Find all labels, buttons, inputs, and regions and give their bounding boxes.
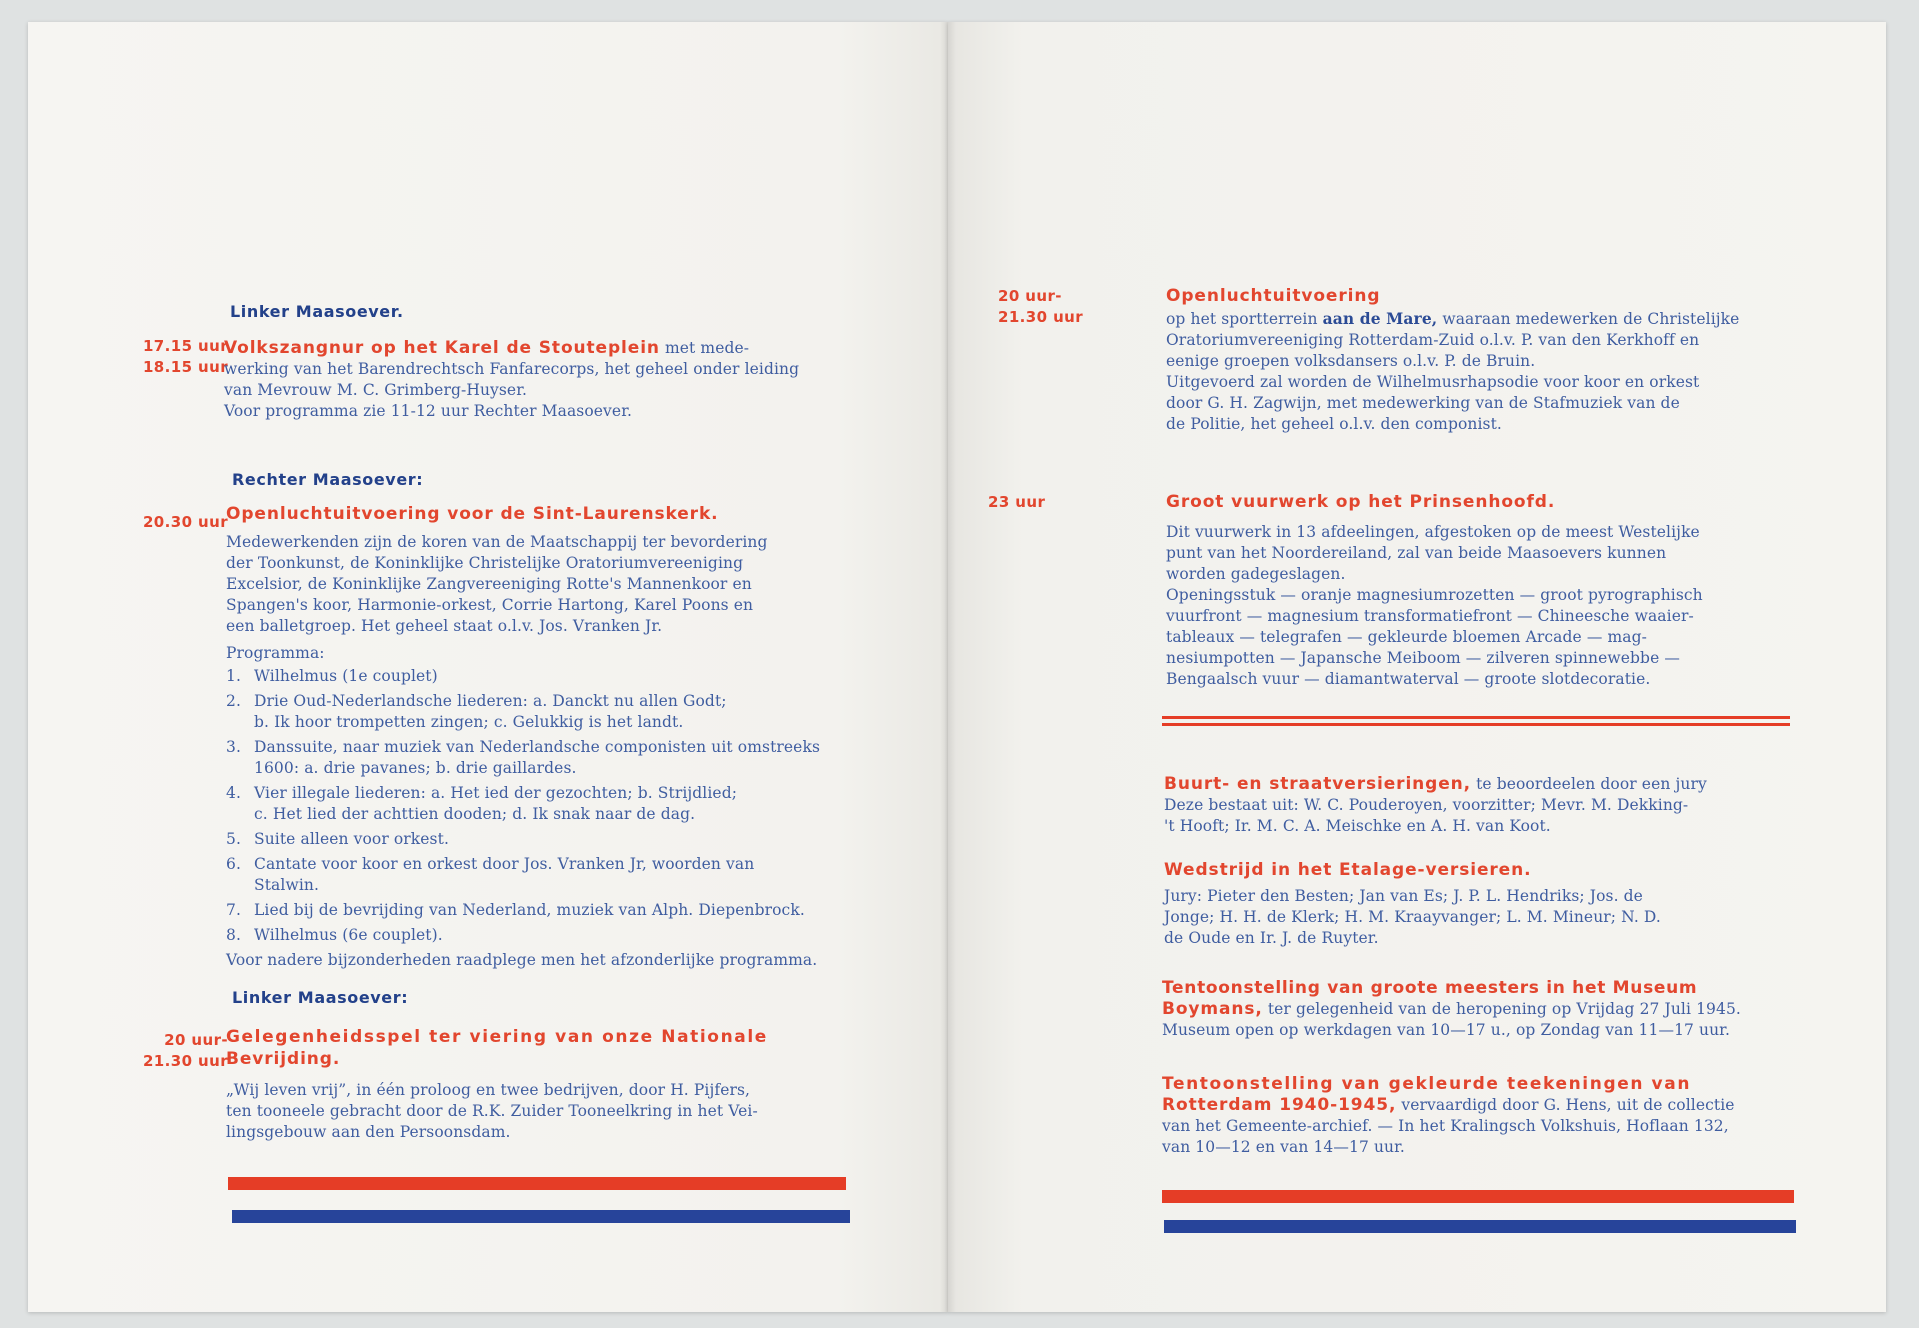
title-gelegenheidsspel-1: Gelegenheidsspel ter viering van onze Nationale	[226, 1027, 768, 1047]
text-line: Bengaalsch vuur — diamantwaterval — groote slotdecoratie.	[1166, 670, 1651, 688]
text-line: Medewerkenden zijn de koren van de Maatschappij ter bevordering	[226, 533, 768, 551]
title-teekeningen-2: Rotterdam 1940-1945,	[1162, 1095, 1397, 1115]
text-line: Excelsior, de Koninklijke Zangvereeniging Rotte's Mannenkoor en	[226, 575, 752, 593]
header-linker-maasoever-2: Linker Maasoever:	[232, 988, 409, 1007]
stripe-blue	[232, 1210, 850, 1223]
section-etalage	[1164, 860, 1844, 949]
time-end: 21.30 uur	[142, 1052, 228, 1070]
list-item: 1. Wilhelmus (1e couplet)	[226, 667, 438, 685]
divider-line-2	[1162, 723, 1790, 726]
text-line: 't Hooft; Ir. M. C. A. Meischke en A. H. van Koot.	[1164, 817, 1551, 835]
title-boymans-1: Tentoonstelling van groote meesters in het Museum	[1162, 978, 1698, 998]
header-linker-maasoever-1: Linker Maasoever.	[230, 302, 404, 321]
title-gelegenheidsspel-2: Bevrijding.	[226, 1049, 341, 1069]
time-start: 17.15 uur	[142, 337, 228, 355]
title-boymans-2: Boymans,	[1162, 999, 1263, 1019]
text-line: worden gadegeslagen.	[1166, 565, 1346, 583]
program-footer: Voor nadere bijzonderheden raadplege men het afzonderlijke programma.	[226, 951, 818, 969]
section-openlucht-laurenskerk	[226, 504, 876, 971]
title-teekeningen-1: Tentoonstelling van gekleurde teekeningen van	[1162, 1074, 1692, 1094]
text-line: van 10—12 en van 14—17 uur.	[1162, 1138, 1405, 1156]
text-line: Voor programma zie 11-12 uur Rechter Maasoever.	[224, 402, 633, 420]
title-suffix: te beoordeelen door een jury	[1471, 775, 1707, 793]
section-boymans	[1162, 978, 1852, 1041]
list-item: 2. Drie Oud-Nederlandsche liederen: a. Danckt nu allen Godt; b. Ik hoor trompetten zingen; c. Gelukkig is het landt.	[226, 692, 727, 731]
section-gelegenheidsspel	[226, 1026, 876, 1143]
section-buurtversieringen	[1164, 774, 1844, 837]
page-fold	[940, 22, 956, 1312]
stripe-blue	[1164, 1220, 1796, 1233]
text-line: vuurfront — magnesium transformatiefront — Chineesche waaier-	[1166, 607, 1694, 625]
program-list	[226, 666, 876, 946]
programma-label: Programma:	[226, 644, 325, 662]
title-buurtversieringen: Buurt- en straatversieringen,	[1164, 774, 1472, 794]
text-line: werking van het Barendrechtsch Fanfarecorps, het geheel onder leiding	[224, 360, 800, 378]
text-line: de Oude en Ir. J. de Ruyter.	[1164, 929, 1379, 947]
section-vuurwerk	[1166, 492, 1846, 690]
text-line: Jury: Pieter den Besten; Jan van Es; J. P. L. Hendriks; Jos. de	[1164, 887, 1643, 905]
text-line: Museum open op werkdagen van 10—17 u., op Zondag van 11—17 uur.	[1162, 1021, 1731, 1039]
text-line: punt van het Noordereiland, zal van beide Maasoevers kunnen	[1166, 544, 1667, 562]
time-23: 23 uur	[988, 493, 1046, 511]
header-rechter-maasoever: Rechter Maasoever:	[232, 470, 424, 489]
list-item: 8. Wilhelmus (6e couplet).	[226, 926, 443, 944]
text-line: de Politie, het geheel o.l.v. den componist.	[1166, 415, 1502, 433]
list-item: 5. Suite alleen voor orkest.	[226, 830, 449, 848]
text-line: een balletgroep. Het geheel staat o.l.v. Jos. Vranken Jr.	[226, 617, 663, 635]
right-page	[948, 22, 1886, 1312]
text-line: ten tooneele gebracht door de R.K. Zuider Tooneelkring in het Vei-	[226, 1102, 758, 1120]
list-item: 7. Lied bij de bevrijding van Nederland, muziek van Alph. Diepenbrock.	[226, 901, 805, 919]
time-start: 20 uur-	[998, 287, 1062, 305]
time-20-21-30	[88, 1030, 228, 1072]
text-line: nesiumpotten — Japansche Meiboom — zilveren spinnewebbe —	[1166, 649, 1680, 667]
list-item: 3. Danssuite, naar muziek van Nederlandsche componisten uit omstreeks 1600: a. drie pavanes; b. drie gaillardes.	[226, 738, 820, 777]
stripe-red	[228, 1177, 846, 1190]
text-line: Oratoriumvereeniging Rotterdam-Zuid o.l.v. P. van den Kerkhoff en	[1166, 331, 1700, 349]
title-suffix: met mede-	[659, 339, 750, 357]
list-item: 4. Vier illegale liederen: a. Het ied der gezochten; b. Strijdlied; c. Het lied der achttien dooden; d. Ik snak naar de dag.	[226, 784, 738, 823]
list-item: 6. Cantate voor koor en orkest door Jos. Vranken Jr, woorden van Stalwin.	[226, 855, 755, 894]
stripe-red	[1162, 1190, 1794, 1203]
text-line: van Mevrouw M. C. Grimberg-Huyser.	[224, 381, 528, 399]
title-volkszangnur: Volkszangnur op het Karel de Stouteplein	[224, 338, 660, 358]
time-17-15	[88, 336, 228, 378]
text-line: tableaux — telegrafen — gekleurde bloemen Arcade — mag-	[1166, 628, 1647, 646]
left-page	[28, 22, 948, 1312]
text-line: Jonge; H. H. de Klerk; H. M. Kraayvanger; L. M. Mineur; N. D.	[1164, 908, 1661, 926]
text-line: door G. H. Zagwijn, met medewerking van de Stafmuziek van de	[1166, 394, 1680, 412]
title-suffix: vervaardigd door G. Hens, uit de collectie	[1396, 1096, 1735, 1114]
title-openlucht-mare: Openluchtuitvoering	[1166, 286, 1381, 306]
text-line: „Wij leven vrij”, in één proloog en twee bedrijven, door H. Pijfers,	[226, 1081, 751, 1099]
title-suffix: ter gelegenheid van de heropening op Vrijdag 27 Juli 1945.	[1262, 1000, 1741, 1018]
text-line: Spangen's koor, Harmonie-orkest, Corrie Hartong, Karel Poons en	[226, 596, 754, 614]
time-end: 21.30 uur	[998, 308, 1084, 326]
time-right-20-21-30	[998, 286, 1086, 328]
text-line: van het Gemeente-archief. — In het Kralingsch Volkshuis, Hoflaan 132,	[1162, 1117, 1729, 1135]
divider-line-1	[1162, 716, 1790, 719]
title-etalage: Wedstrijd in het Etalage-versieren.	[1164, 860, 1532, 880]
text-line: lingsgebouw aan den Persoonsdam.	[226, 1123, 511, 1141]
time-start: 20 uur-	[164, 1031, 228, 1049]
text-line: Openingsstuk — oranje magnesiumrozetten — groot pyrographisch	[1166, 586, 1703, 604]
title-vuurwerk: Groot vuurwerk op het Prinsenhoofd.	[1166, 492, 1556, 512]
section-volkszangnur	[224, 338, 874, 422]
text-line: eenige groepen volksdansers o.l.v. P. de Bruin.	[1166, 352, 1536, 370]
text-line: op het sportterrein aan de Mare, waaraan medewerken de Christelijke	[1166, 309, 1740, 328]
text-line: der Toonkunst, de Koninklijke Christelijke Oratoriumvereeniging	[226, 554, 744, 572]
text-line: Deze bestaat uit: W. C. Pouderoyen, voorzitter; Mevr. M. Dekking-	[1164, 796, 1689, 814]
time-20-30: 20.30 uur	[142, 513, 228, 531]
text-line: Dit vuurwerk in 13 afdeelingen, afgestoken op de meest Westelijke	[1166, 523, 1700, 541]
text-line: Uitgevoerd zal worden de Wilhelmusrhapsodie voor koor en orkest	[1166, 373, 1700, 391]
title-openlucht-laurenskerk: Openluchtuitvoering voor de Sint-Laurenskerk.	[226, 504, 719, 524]
section-teekeningen	[1162, 1074, 1852, 1158]
section-openlucht-mare	[1166, 286, 1846, 435]
time-end: 18.15 uur	[142, 358, 228, 376]
